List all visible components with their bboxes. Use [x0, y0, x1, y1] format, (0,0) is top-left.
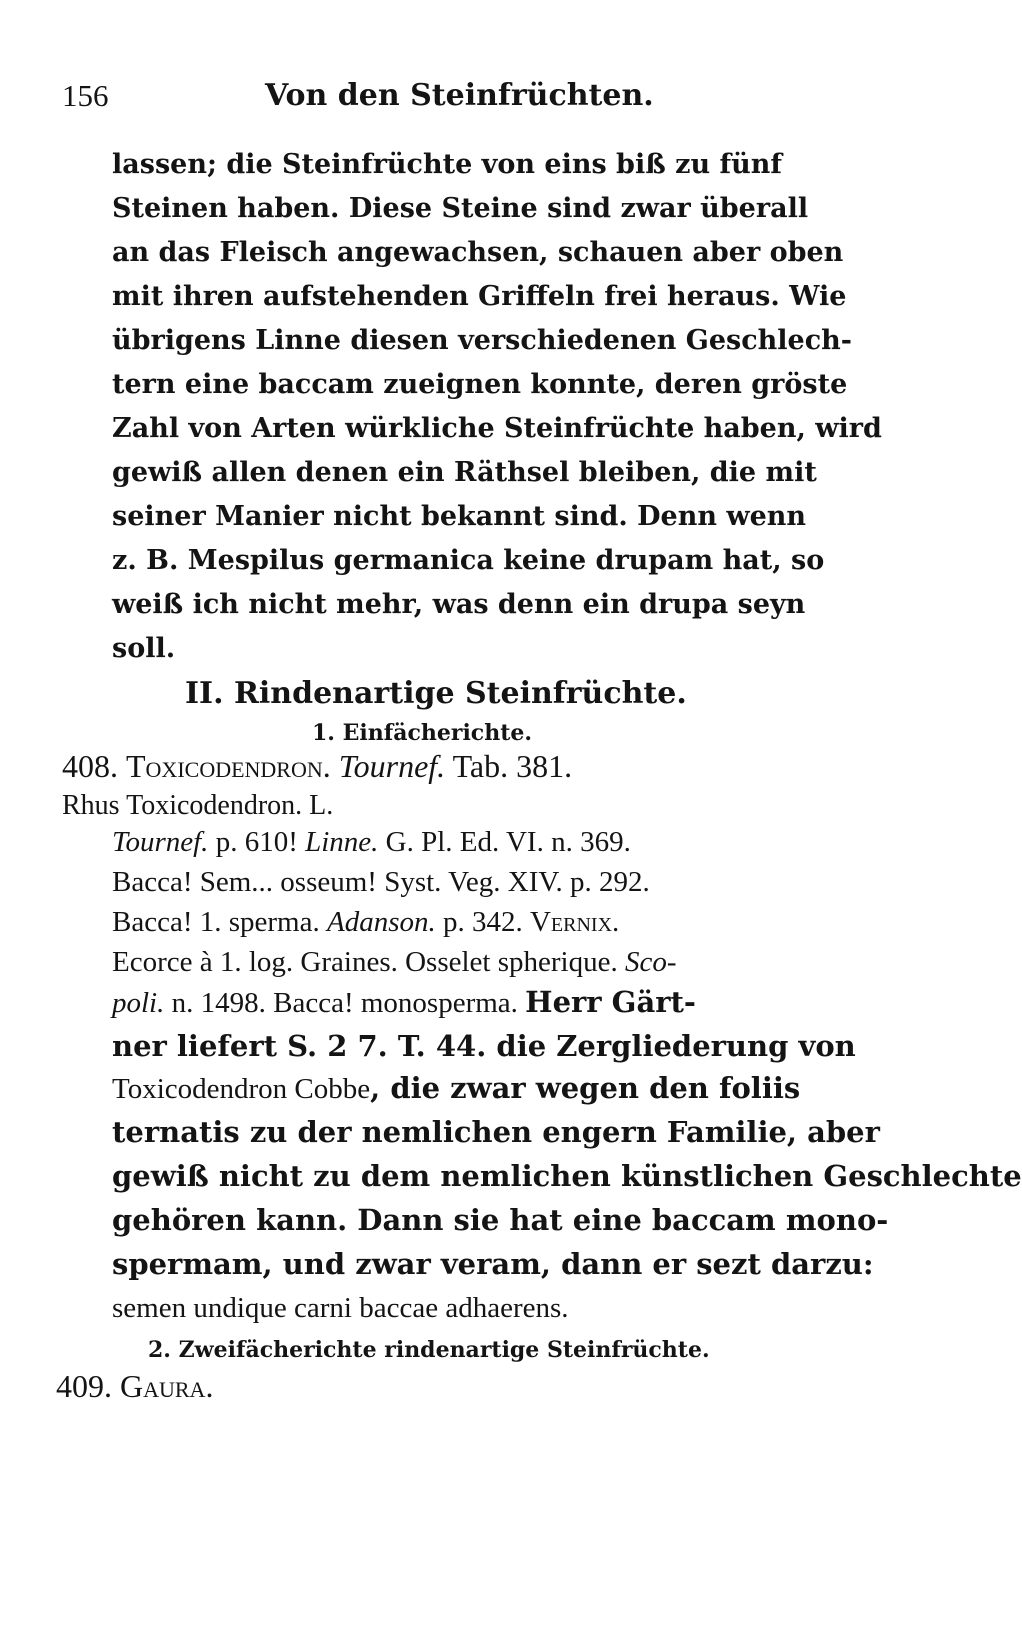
text-line: Steinen haben. Diese Steine sind zwar überall: [112, 193, 809, 224]
entry-heading: [62, 746, 572, 786]
text-line: Toxicodendron Cobbe, die zwar wegen den foliis: [112, 1071, 801, 1105]
text-line: lassen; die Steinfrüchte von eins biß zu fünf: [112, 149, 782, 180]
text-line: soll.: [112, 633, 176, 664]
text-line: mit ihren aufstehenden Griffeln frei heraus. Wie: [112, 281, 847, 312]
text-line: seiner Manier nicht bekannt sind. Denn wenn: [112, 501, 807, 532]
entry-number: 408.: [62, 748, 118, 784]
text-line: z. B. Mespilus germanica keine drupam hat, so: [112, 545, 825, 576]
text-line: Bacca! Sem... osseum! Syst. Veg. XIV. p. 292.: [112, 866, 650, 898]
entry-heading: [56, 1366, 213, 1406]
section-subheading: 1. Einfächerichte.: [312, 720, 533, 746]
entry-tab: Tab. 381.: [452, 748, 573, 784]
text-line: Zahl von Arten würkliche Steinfrüchte haben, wird: [112, 413, 882, 444]
text-line: Bacca! 1. sperma. Adanson. p. 342. Vernix.: [112, 906, 620, 938]
entry-name: Gaura.: [120, 1368, 214, 1404]
text-line: an das Fleisch angewachsen, schauen aber oben: [112, 237, 844, 268]
text-line: ternatis zu der nemlichen engern Familie, aber: [112, 1115, 880, 1149]
text-line: poli. n. 1498. Bacca! monosperma. Herr Gärt-: [112, 985, 696, 1019]
text-line: gewiß allen denen ein Räthsel bleiben, die mit: [112, 457, 817, 488]
running-title: Von den Steinfrüchten.: [265, 78, 654, 113]
section-heading: II. Rindenartige Steinfrüchte.: [185, 676, 687, 711]
text-line: spermam, und zwar veram, dann er sezt darzu:: [112, 1247, 874, 1281]
entry-author: Tournef.: [338, 748, 446, 784]
section-subheading: 2. Zweifächerichte rindenartige Steinfrüchte.: [148, 1337, 710, 1363]
entry-number: 409.: [56, 1368, 112, 1404]
text-line: gewiß nicht zu dem nemlichen künstlichen Geschlechte: [112, 1159, 1022, 1193]
text-line: ner liefert S. 2 7. T. 44. die Zergliederung von: [112, 1029, 856, 1063]
page-number: 156: [62, 78, 109, 113]
text-line: semen undique carni baccae adhaerens.: [112, 1292, 569, 1324]
text-line: Ecorce à 1. log. Graines. Osselet spherique. Sco-: [112, 946, 677, 978]
entry-name: Toxicodendron.: [126, 748, 331, 784]
text-line: tern eine baccam zueignen konnte, deren gröste: [112, 369, 848, 400]
text-line: Tournef. p. 610! Linne. G. Pl. Ed. VI. n. 369.: [112, 826, 631, 858]
text-line: gehören kann. Dann sie hat eine baccam mono-: [112, 1203, 889, 1237]
entry-synonym: Rhus Toxicodendron. L.: [62, 790, 334, 821]
text-line: weiß ich nicht mehr, was denn ein drupa seyn: [112, 589, 806, 620]
text-line: übrigens Linne diesen verschiedenen Geschlech-: [112, 325, 852, 356]
